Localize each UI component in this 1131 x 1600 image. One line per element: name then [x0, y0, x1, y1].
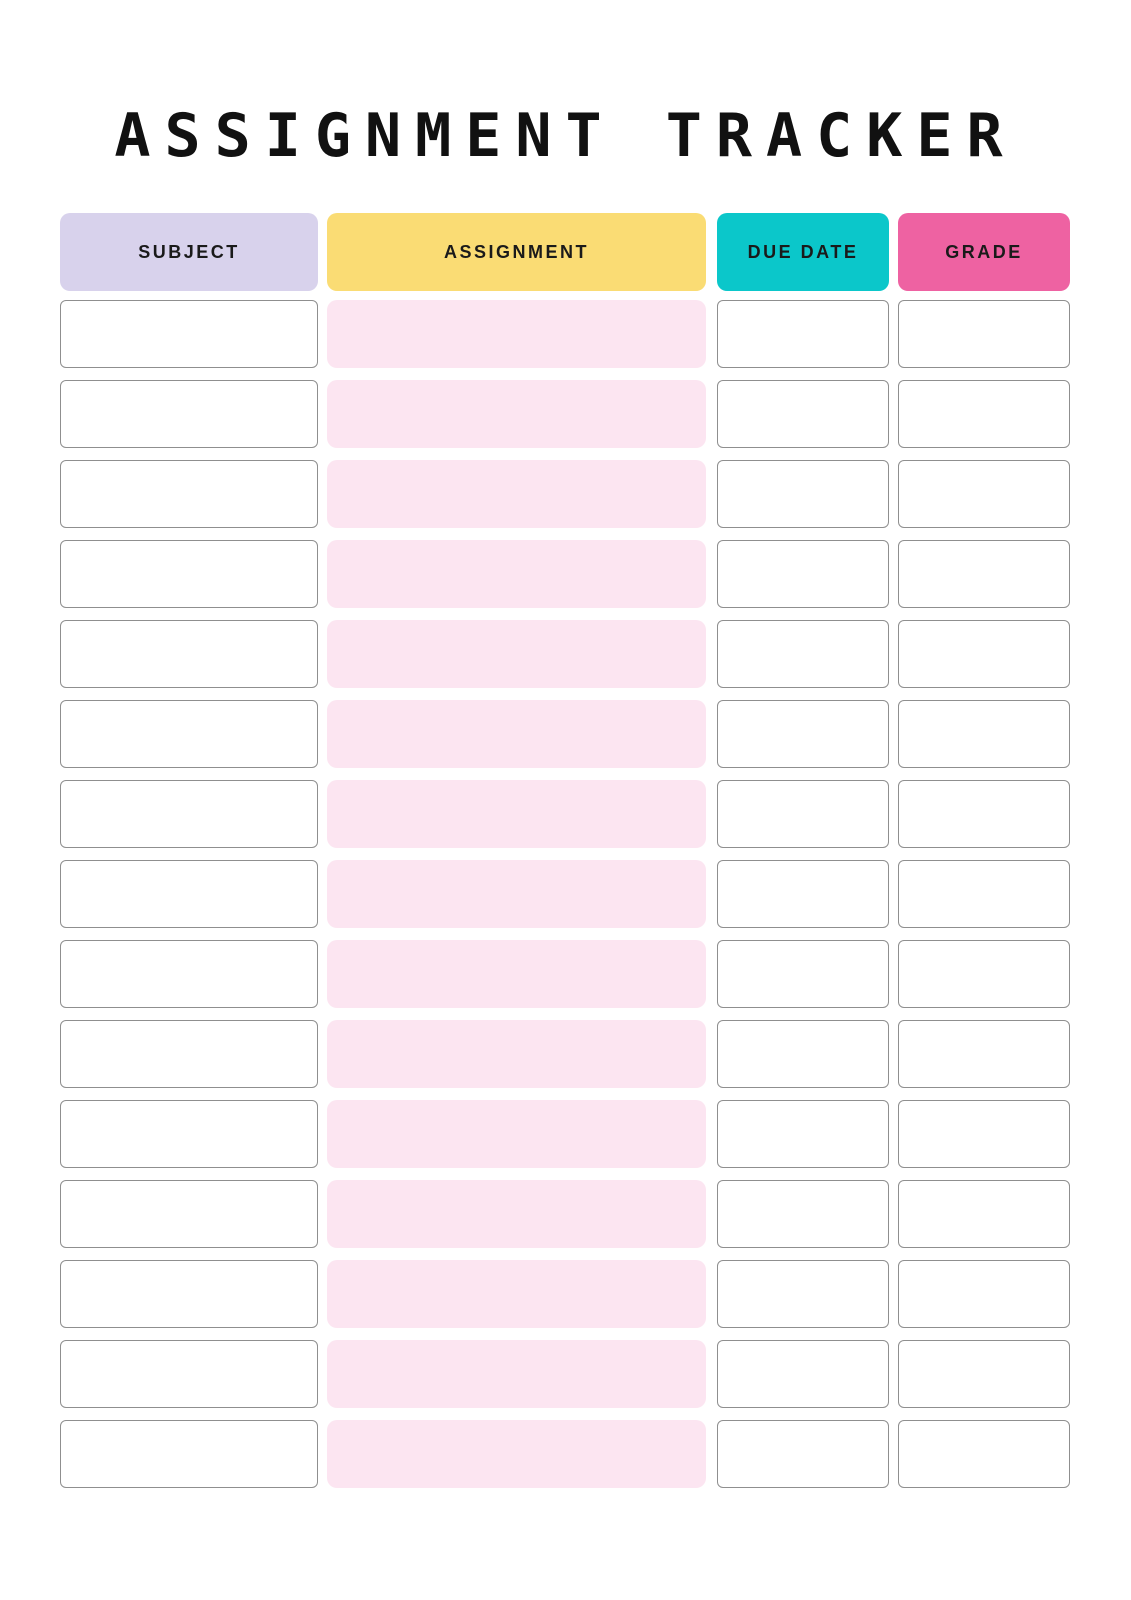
- due-date-cell[interactable]: [717, 780, 889, 848]
- due-date-cell[interactable]: [717, 300, 889, 368]
- grade-cell[interactable]: [898, 1100, 1070, 1168]
- assignment-cell[interactable]: [327, 1260, 706, 1328]
- assignment-cell[interactable]: [327, 460, 706, 528]
- subject-cell[interactable]: [60, 460, 318, 528]
- grade-cell[interactable]: [898, 1420, 1070, 1488]
- grade-cell[interactable]: [898, 1340, 1070, 1408]
- subject-cell[interactable]: [60, 780, 318, 848]
- grade-cell[interactable]: [898, 460, 1070, 528]
- subject-cell[interactable]: [60, 1340, 318, 1408]
- due-date-cell[interactable]: [717, 620, 889, 688]
- column-header-grade: GRADE: [898, 213, 1070, 291]
- due-date-cell[interactable]: [717, 460, 889, 528]
- table-row: [60, 860, 1070, 928]
- grade-cell[interactable]: [898, 1180, 1070, 1248]
- assignment-cell[interactable]: [327, 1020, 706, 1088]
- table-row: [60, 380, 1070, 448]
- page-title: ASSIGNMENT TRACKER: [114, 101, 1017, 171]
- assignment-cell[interactable]: [327, 1100, 706, 1168]
- assignment-cell[interactable]: [327, 860, 706, 928]
- due-date-cell[interactable]: [717, 1340, 889, 1408]
- grade-cell[interactable]: [898, 700, 1070, 768]
- subject-cell[interactable]: [60, 1100, 318, 1168]
- subject-cell[interactable]: [60, 860, 318, 928]
- grade-cell[interactable]: [898, 620, 1070, 688]
- subject-cell[interactable]: [60, 940, 318, 1008]
- table-row: [60, 780, 1070, 848]
- subject-cell[interactable]: [60, 1260, 318, 1328]
- table-row: [60, 1340, 1070, 1408]
- subject-cell[interactable]: [60, 380, 318, 448]
- grade-cell[interactable]: [898, 380, 1070, 448]
- assignment-cell[interactable]: [327, 700, 706, 768]
- due-date-cell[interactable]: [717, 380, 889, 448]
- subject-cell[interactable]: [60, 700, 318, 768]
- table-row: [60, 1100, 1070, 1168]
- grade-cell[interactable]: [898, 300, 1070, 368]
- column-header-assignment: ASSIGNMENT: [327, 213, 706, 291]
- grade-cell[interactable]: [898, 1020, 1070, 1088]
- table-row: [60, 1180, 1070, 1248]
- assignment-cell[interactable]: [327, 940, 706, 1008]
- table-row: [60, 700, 1070, 768]
- column-header-subject: SUBJECT: [60, 213, 318, 291]
- subject-cell[interactable]: [60, 1420, 318, 1488]
- due-date-cell[interactable]: [717, 1020, 889, 1088]
- due-date-cell[interactable]: [717, 700, 889, 768]
- table-row: [60, 460, 1070, 528]
- assignment-cell[interactable]: [327, 1420, 706, 1488]
- assignment-cell[interactable]: [327, 540, 706, 608]
- subject-cell[interactable]: [60, 300, 318, 368]
- table-row: [60, 300, 1070, 368]
- due-date-cell[interactable]: [717, 1420, 889, 1488]
- due-date-cell[interactable]: [717, 540, 889, 608]
- due-date-cell[interactable]: [717, 1260, 889, 1328]
- subject-cell[interactable]: [60, 620, 318, 688]
- table-row: [60, 940, 1070, 1008]
- grade-cell[interactable]: [898, 860, 1070, 928]
- subject-cell[interactable]: [60, 1180, 318, 1248]
- table-row: [60, 620, 1070, 688]
- table-header-row: [60, 213, 1070, 291]
- grade-cell[interactable]: [898, 1260, 1070, 1328]
- table-body: [60, 300, 1070, 1500]
- assignment-cell[interactable]: [327, 620, 706, 688]
- table-row: [60, 1420, 1070, 1488]
- grade-cell[interactable]: [898, 780, 1070, 848]
- due-date-cell[interactable]: [717, 860, 889, 928]
- due-date-cell[interactable]: [717, 1180, 889, 1248]
- column-header-due-date: DUE DATE: [717, 213, 889, 291]
- table-row: [60, 1260, 1070, 1328]
- table-row: [60, 540, 1070, 608]
- grade-cell[interactable]: [898, 940, 1070, 1008]
- grade-cell[interactable]: [898, 540, 1070, 608]
- assignment-cell[interactable]: [327, 780, 706, 848]
- assignment-cell[interactable]: [327, 1340, 706, 1408]
- assignment-cell[interactable]: [327, 1180, 706, 1248]
- due-date-cell[interactable]: [717, 1100, 889, 1168]
- assignment-cell[interactable]: [327, 380, 706, 448]
- assignment-cell[interactable]: [327, 300, 706, 368]
- subject-cell[interactable]: [60, 1020, 318, 1088]
- table-row: [60, 1020, 1070, 1088]
- subject-cell[interactable]: [60, 540, 318, 608]
- due-date-cell[interactable]: [717, 940, 889, 1008]
